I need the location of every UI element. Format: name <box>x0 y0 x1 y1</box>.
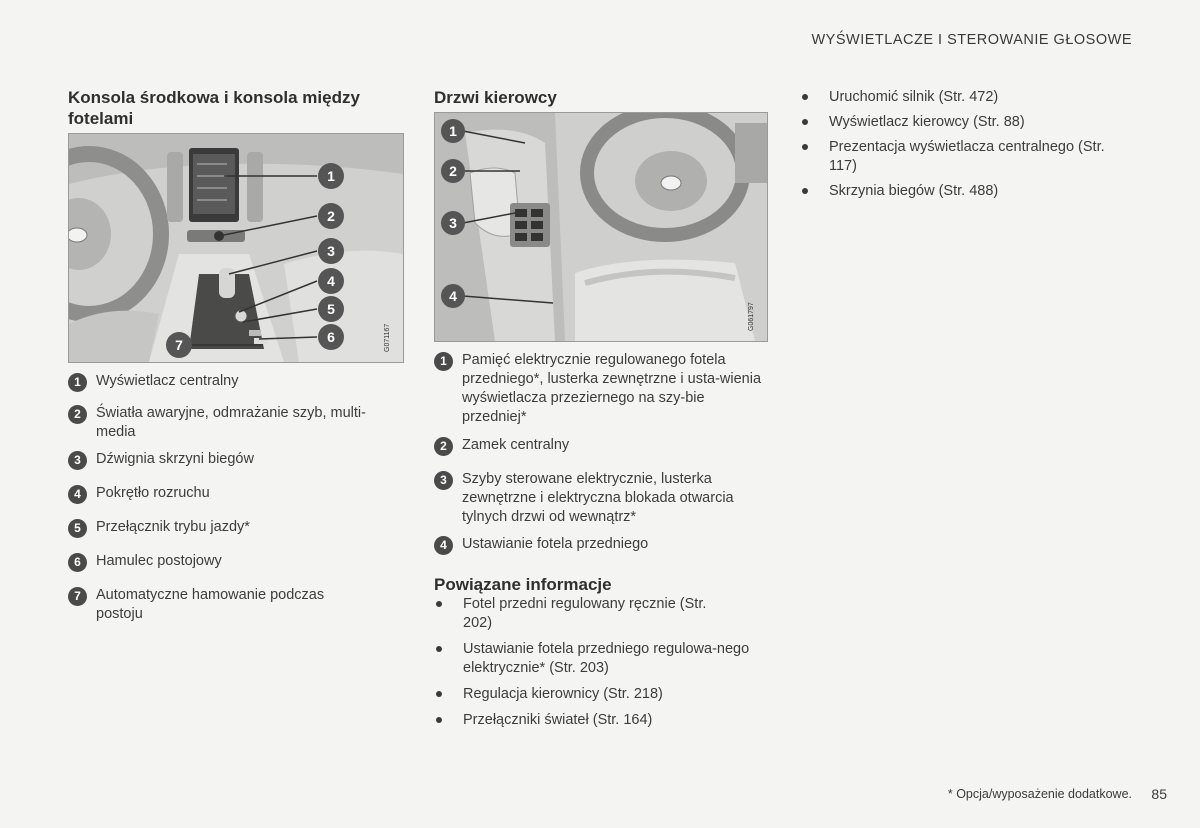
list-item: 5 Przełącznik trybu jazdy* <box>68 518 404 538</box>
svg-text:4: 4 <box>327 273 335 289</box>
related-heading: Powiązane informacje <box>434 575 612 594</box>
console-figure <box>68 133 404 363</box>
svg-text:7: 7 <box>175 337 183 353</box>
left-column <box>68 87 404 624</box>
right-column <box>800 88 1136 201</box>
callout-4 <box>441 284 465 308</box>
svg-text:5: 5 <box>327 301 335 317</box>
left-heading: Konsola środkowa i konsola między fotelami <box>68 88 360 128</box>
list-item: 7 Automatyczne hamowanie podczas postoju <box>68 586 404 624</box>
callout-2 <box>441 159 465 183</box>
related-item[interactable]: Uruchomić silnik (Str. 472) <box>800 88 1136 107</box>
svg-text:6: 6 <box>327 329 335 345</box>
middle-column <box>434 87 768 730</box>
related-item[interactable]: Przełączniki świateł (Str. 164) <box>434 711 768 730</box>
list-item: 2 Zamek centralny <box>434 436 768 456</box>
svg-text:2: 2 <box>449 163 457 179</box>
svg-text:1: 1 <box>327 168 335 184</box>
svg-text:4: 4 <box>449 288 457 304</box>
related-item[interactable]: Regulacja kierownicy (Str. 218) <box>434 685 768 704</box>
list-item: 3 Szyby sterowane elektrycznie, lusterka zewnętrzne i elektryczna blokada otwarcia tylnych drzwi od wewnątrz* <box>434 470 768 527</box>
list-item: 3 Dźwignia skrzyni biegów <box>68 450 404 470</box>
callout-3 <box>441 211 465 235</box>
related-item[interactable]: Ustawianie fotela przedniego regulowa-nego elektrycznie* (Str. 203) <box>434 640 753 678</box>
page-number: 85 <box>1151 786 1167 802</box>
callout-1 <box>318 163 344 189</box>
left-legend <box>68 372 404 624</box>
svg-text:3: 3 <box>327 243 335 259</box>
console-illustration <box>69 134 403 362</box>
figure-code: G061797 <box>748 302 755 331</box>
callout-5 <box>318 296 344 322</box>
callout-4 <box>318 268 344 294</box>
related-list <box>434 595 768 730</box>
list-item: 1 Pamięć elektrycznie regulowanego fotela przedniego*, lusterka zewnętrzne i usta-wienia wyświetlacza przeziernego na szy-bie przedniej* <box>434 351 768 427</box>
list-item: 1 Wyświetlacz centralny <box>68 372 404 392</box>
related-item[interactable]: Wyświetlacz kierowcy (Str. 88) <box>800 113 1136 132</box>
door-illustration <box>435 113 767 341</box>
related-item[interactable]: Fotel przedni regulowany ręcznie (Str. 202) <box>434 595 713 633</box>
right-list <box>800 88 1136 201</box>
callout-6 <box>318 324 344 350</box>
list-item: 2 Światła awaryjne, odmrażanie szyb, multi-media <box>68 404 404 442</box>
door-figure <box>434 112 768 342</box>
svg-text:3: 3 <box>449 215 457 231</box>
running-head: WYŚWIETLACZE I STEROWANIE GŁOSOWE <box>811 32 1132 48</box>
callout-3 <box>318 238 344 264</box>
svg-text:2: 2 <box>327 208 335 224</box>
list-item: 4 Pokrętło rozruchu <box>68 484 404 504</box>
related-item[interactable]: Skrzynia biegów (Str. 488) <box>800 182 1136 201</box>
list-item: 6 Hamulec postojowy <box>68 552 404 572</box>
callout-2 <box>318 203 344 229</box>
middle-legend <box>434 351 768 555</box>
svg-text:1: 1 <box>449 123 457 139</box>
list-item: 4 Ustawianie fotela przedniego <box>434 535 768 555</box>
footnote: * Opcja/wyposażenie dodatkowe. <box>947 787 1132 801</box>
middle-heading: Drzwi kierowcy <box>434 88 557 107</box>
figure-code: G071167 <box>384 323 391 352</box>
callout-7 <box>166 332 192 358</box>
related-item[interactable]: Prezentacja wyświetlacza centralnego (Str. 117) <box>800 138 1109 176</box>
callout-1 <box>441 119 465 143</box>
